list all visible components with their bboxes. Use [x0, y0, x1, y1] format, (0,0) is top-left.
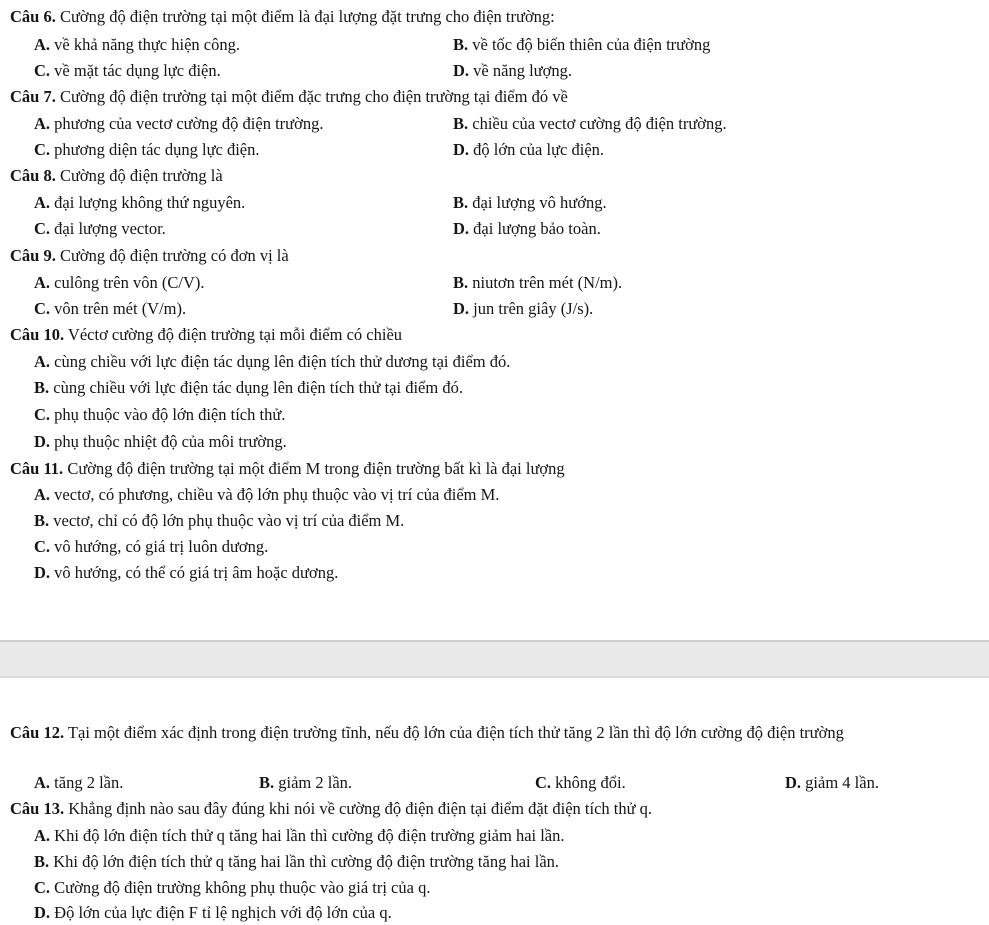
question-text: Cường độ điện trường tại một điểm là đại lượng đặt trưng cho điện trường: [59, 7, 555, 26]
option-c: C. vôn trên mét (V/m). [34, 299, 187, 318]
option-a: A. Khi độ lớn điện tích thử q tăng hai lần thì cường độ điện trường giảm hai lần. [34, 826, 565, 845]
question-stem [10, 459, 969, 479]
question-stem [10, 720, 969, 746]
option-b: B. niutơn trên mét (N/m). [453, 273, 623, 292]
question-text: Tại một điểm xác định trong điện trường tĩnh, nếu độ lớn của điện tích thử tăng 2 lần thì độ lớn cường độ điện trường [67, 723, 844, 742]
question-number: Câu 8. [10, 166, 56, 185]
option-b: B. Khi độ lớn điện tích thử q tăng hai lần thì cường độ điện trường tăng hai lần. [34, 852, 560, 871]
option-c: C. Cường độ điện trường không phụ thuộc vào giá trị của q. [34, 878, 431, 897]
option-b: B. về tốc độ biến thiên của điện trường [453, 35, 711, 54]
question-number: Câu 6. [10, 7, 56, 26]
question-text: Cường độ điện trường là [59, 166, 223, 185]
question-number: Câu 9. [10, 246, 56, 265]
option-a: A. culông trên vôn (C/V). [34, 273, 205, 292]
question-text: Cường độ điện trường tại một điểm M trong điện trường bất kì là đại lượng [67, 459, 565, 478]
question-text: Cường độ điện trường tại một điểm đặc trưng cho điện trường tại điểm đó về [59, 87, 568, 106]
question-number: Câu 10. [10, 325, 65, 344]
option-d: D. Độ lớn của lực điện F tỉ lệ nghịch với độ lớn của q. [34, 903, 392, 922]
option-a: A. tăng 2 lần. [34, 773, 124, 792]
question-text: Cường độ điện trường có đơn vị là [59, 246, 289, 265]
question-stem [10, 325, 969, 345]
option-a: A. phương của vectơ cường độ điện trường. [34, 114, 324, 133]
question-stem [10, 7, 969, 27]
question-number: Câu 11. [10, 459, 64, 478]
question-text: Khẳng định nào sau đây đúng khi nói về cường độ điện điện tại điểm đặt điện tích thử q. [68, 799, 653, 818]
option-c: C. phương diện tác dụng lực điện. [34, 140, 260, 159]
option-a: A. vectơ, có phương, chiều và độ lớn phụ thuộc vào vị trí của điểm M. [34, 485, 500, 504]
option-b: B. chiều của vectơ cường độ điện trường. [453, 114, 727, 133]
question-stem [10, 166, 969, 186]
option-c: C. phụ thuộc vào độ lớn điện tích thử. [34, 405, 286, 424]
option-d: D. về năng lượng. [453, 61, 572, 80]
exam-page-2 [0, 676, 989, 925]
option-d: D. phụ thuộc nhiệt độ của môi trường. [34, 432, 287, 451]
option-a: A. đại lượng không thứ nguyên. [34, 193, 246, 212]
question-text: Véctơ cường độ điện trường tại mỗi điểm có chiều [67, 325, 403, 344]
option-c: C. về mặt tác dụng lực điện. [34, 61, 221, 80]
option-b: B. vectơ, chỉ có độ lớn phụ thuộc vào vị trí của điểm M. [34, 511, 405, 530]
page-separator [0, 640, 989, 678]
option-b: B. giảm 2 lần. [259, 773, 353, 792]
option-d: D. jun trên giây (J/s). [453, 299, 594, 318]
option-c: C. không đổi. [535, 773, 626, 792]
option-d: D. vô hướng, có thể có giá trị âm hoặc dương. [34, 563, 339, 582]
question-number: Câu 7. [10, 87, 56, 106]
option-a: A. cùng chiều với lực điện tác dụng lên điện tích thử dương tại điểm đó. [34, 352, 511, 371]
option-d: D. độ lớn của lực điện. [453, 140, 605, 159]
option-d: D. đại lượng bảo toàn. [453, 219, 601, 238]
question-stem [10, 799, 969, 819]
option-a: A. về khả năng thực hiện công. [34, 35, 240, 54]
option-c: C. đại lượng vector. [34, 219, 166, 238]
question-stem [10, 87, 969, 107]
question-number: Câu 12. [10, 723, 65, 742]
option-c: C. vô hướng, có giá trị luôn dương. [34, 537, 269, 556]
option-b: B. cùng chiều với lực điện tác dụng lên điện tích thử tại điểm đó. [34, 378, 463, 397]
question-stem [10, 246, 969, 266]
option-b: B. đại lượng vô hướng. [453, 193, 607, 212]
option-d: D. giảm 4 lần. [785, 773, 879, 792]
question-number: Câu 13. [10, 799, 65, 818]
